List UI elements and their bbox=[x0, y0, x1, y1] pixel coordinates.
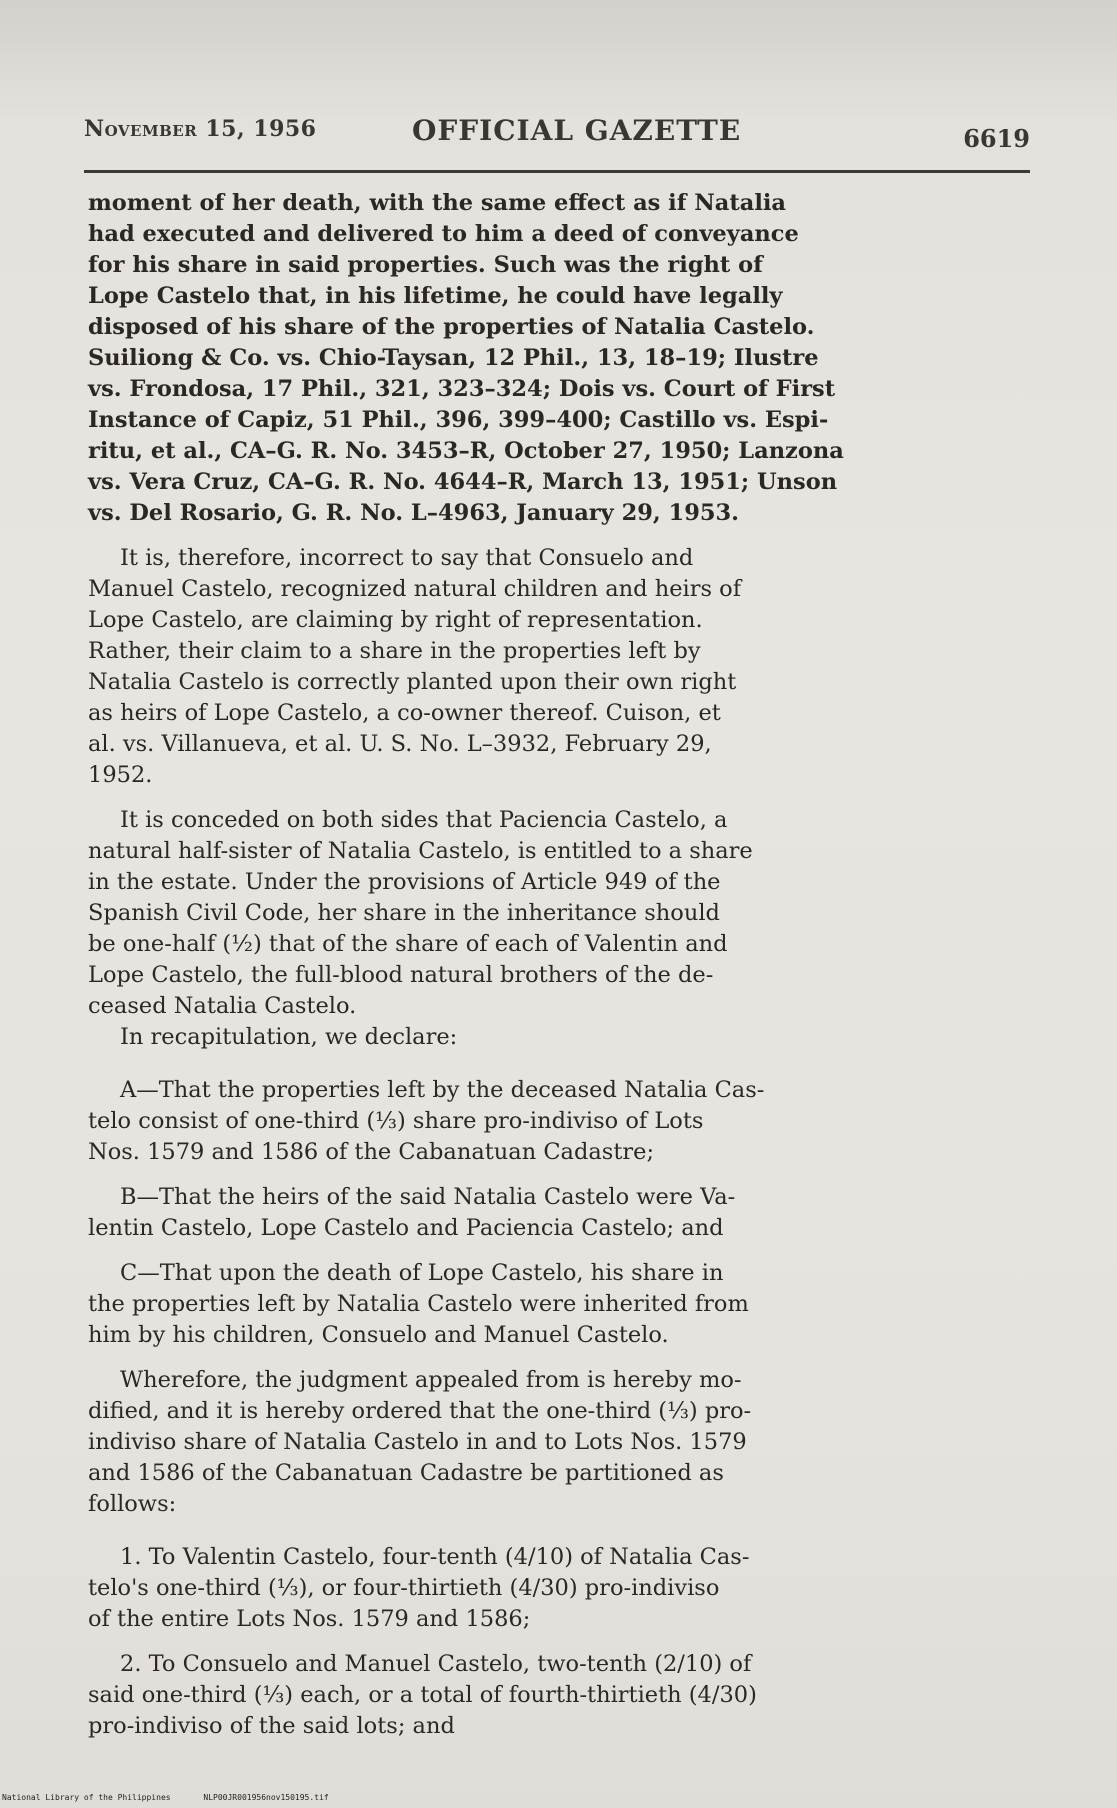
text-line: In recapitulation, we declare: bbox=[120, 1024, 458, 1050]
text-line: moment of her death, with the same effect as if Natalia bbox=[88, 190, 787, 216]
text-line: vs. Vera Cruz, CA–G. R. No. 4644–R, March 13, 1951; Unson bbox=[88, 469, 838, 495]
text-line: be one-half (½) that of the share of each of Valentin and bbox=[88, 931, 728, 957]
text-line: pro-indiviso of the said lots; and bbox=[88, 1713, 455, 1739]
text-line: natural half-sister of Natalia Castelo, is entitled to a share bbox=[88, 838, 753, 864]
text-line: Rather, their claim to a share in the properties left by bbox=[88, 638, 701, 664]
text-line: Instance of Capiz, 51 Phil., 396, 399–400; Castillo vs. Espi- bbox=[88, 407, 829, 433]
paragraph-b bbox=[88, 1182, 848, 1244]
text-line: al. vs. Villanueva, et al. U. S. No. L–3932, February 29, bbox=[88, 731, 712, 757]
page-header bbox=[84, 112, 1030, 152]
text-line: telo consist of one-third (⅓) share pro-indiviso of Lots bbox=[88, 1108, 704, 1134]
body-text bbox=[88, 188, 848, 1742]
text-line: Spanish Civil Code, her share in the inheritance should bbox=[88, 900, 720, 926]
scan-footer bbox=[2, 1793, 329, 1802]
text-line: Nos. 1579 and 1586 of the Cabanatuan Cadastre; bbox=[88, 1139, 655, 1165]
header-title: OFFICIAL GAZETTE bbox=[412, 114, 742, 147]
text-line: in the estate. Under the provisions of Article 949 of the bbox=[88, 869, 721, 895]
paragraph-c bbox=[88, 1258, 848, 1351]
footer-filename: NLP00JR001956nov150195.tif bbox=[203, 1793, 329, 1802]
paragraph-2 bbox=[88, 543, 848, 791]
header-rule bbox=[84, 170, 1030, 173]
paragraph-1 bbox=[88, 188, 848, 529]
text-line: the properties left by Natalia Castelo were inherited from bbox=[88, 1291, 749, 1317]
text-line: said one-third (⅓) each, or a total of fourth-thirtieth (4/30) bbox=[88, 1682, 757, 1708]
text-line: disposed of his share of the properties of Natalia Castelo. bbox=[88, 314, 815, 340]
text-line: Lope Castelo, the full-blood natural brothers of the de- bbox=[88, 962, 714, 988]
text-line: 1. To Valentin Castelo, four-tenth (4/10) of Natalia Cas- bbox=[120, 1544, 750, 1570]
text-line: Lope Castelo, are claiming by right of representation. bbox=[88, 607, 703, 633]
text-line: 2. To Consuelo and Manuel Castelo, two-tenth (2/10) of bbox=[120, 1651, 752, 1677]
text-line: of the entire Lots Nos. 1579 and 1586; bbox=[88, 1606, 531, 1632]
paragraph-wherefore bbox=[88, 1365, 848, 1520]
text-line: 1952. bbox=[88, 762, 153, 788]
text-line: Wherefore, the judgment appealed from is hereby mo- bbox=[120, 1367, 742, 1393]
paragraph-4 bbox=[88, 1022, 848, 1053]
text-line: had executed and delivered to him a deed of conveyance bbox=[88, 221, 799, 247]
text-line: follows: bbox=[88, 1491, 177, 1517]
text-line: ceased Natalia Castelo. bbox=[88, 993, 357, 1019]
footer-library: National Library of the Philippines bbox=[2, 1793, 171, 1802]
text-line: ritu, et al., CA–G. R. No. 3453–R, October 27, 1950; Lanzona bbox=[88, 438, 844, 464]
text-line: vs. Frondosa, 17 Phil., 321, 323–324; Dois vs. Court of First bbox=[88, 376, 836, 402]
text-line: telo's one-third (⅓), or four-thirtieth (4/30) pro-indiviso bbox=[88, 1575, 720, 1601]
text-line: Natalia Castelo is correctly planted upon their own right bbox=[88, 669, 737, 695]
text-line: him by his children, Consuelo and Manuel Castelo. bbox=[88, 1322, 669, 1348]
text-line: Suiliong & Co. vs. Chio-Taysan, 12 Phil., 13, 18–19; Ilustre bbox=[88, 345, 819, 371]
text-line: Lope Castelo that, in his lifetime, he could have legally bbox=[88, 283, 783, 309]
text-line: B—That the heirs of the said Natalia Castelo were Va- bbox=[120, 1184, 736, 1210]
text-line: dified, and it is hereby ordered that the one-third (⅓) pro- bbox=[88, 1398, 752, 1424]
paragraph-3 bbox=[88, 805, 848, 1022]
text-line: It is, therefore, incorrect to say that Consuelo and bbox=[120, 545, 694, 571]
text-line: and 1586 of the Cabanatuan Cadastre be partitioned as bbox=[88, 1460, 724, 1486]
header-date: November 15, 1956 bbox=[84, 116, 317, 142]
text-line: for his share in said properties. Such was the right of bbox=[88, 252, 763, 278]
page-number: 6619 bbox=[963, 124, 1030, 153]
text-line: as heirs of Lope Castelo, a co-owner thereof. Cuison, et bbox=[88, 700, 721, 726]
text-line: A—That the properties left by the deceased Natalia Cas- bbox=[120, 1077, 765, 1103]
text-line: vs. Del Rosario, G. R. No. L–4963, January 29, 1953. bbox=[88, 500, 740, 526]
text-line: It is conceded on both sides that Paciencia Castelo, a bbox=[120, 807, 728, 833]
text-line: indiviso share of Natalia Castelo in and to Lots Nos. 1579 bbox=[88, 1429, 747, 1455]
paragraph-a bbox=[88, 1075, 848, 1168]
text-line: lentin Castelo, Lope Castelo and Paciencia Castelo; and bbox=[88, 1215, 724, 1241]
text-line: Manuel Castelo, recognized natural children and heirs of bbox=[88, 576, 742, 602]
paragraph-item-2 bbox=[88, 1649, 848, 1742]
text-line: C—That upon the death of Lope Castelo, his share in bbox=[120, 1260, 724, 1286]
paragraph-item-1 bbox=[88, 1542, 848, 1635]
